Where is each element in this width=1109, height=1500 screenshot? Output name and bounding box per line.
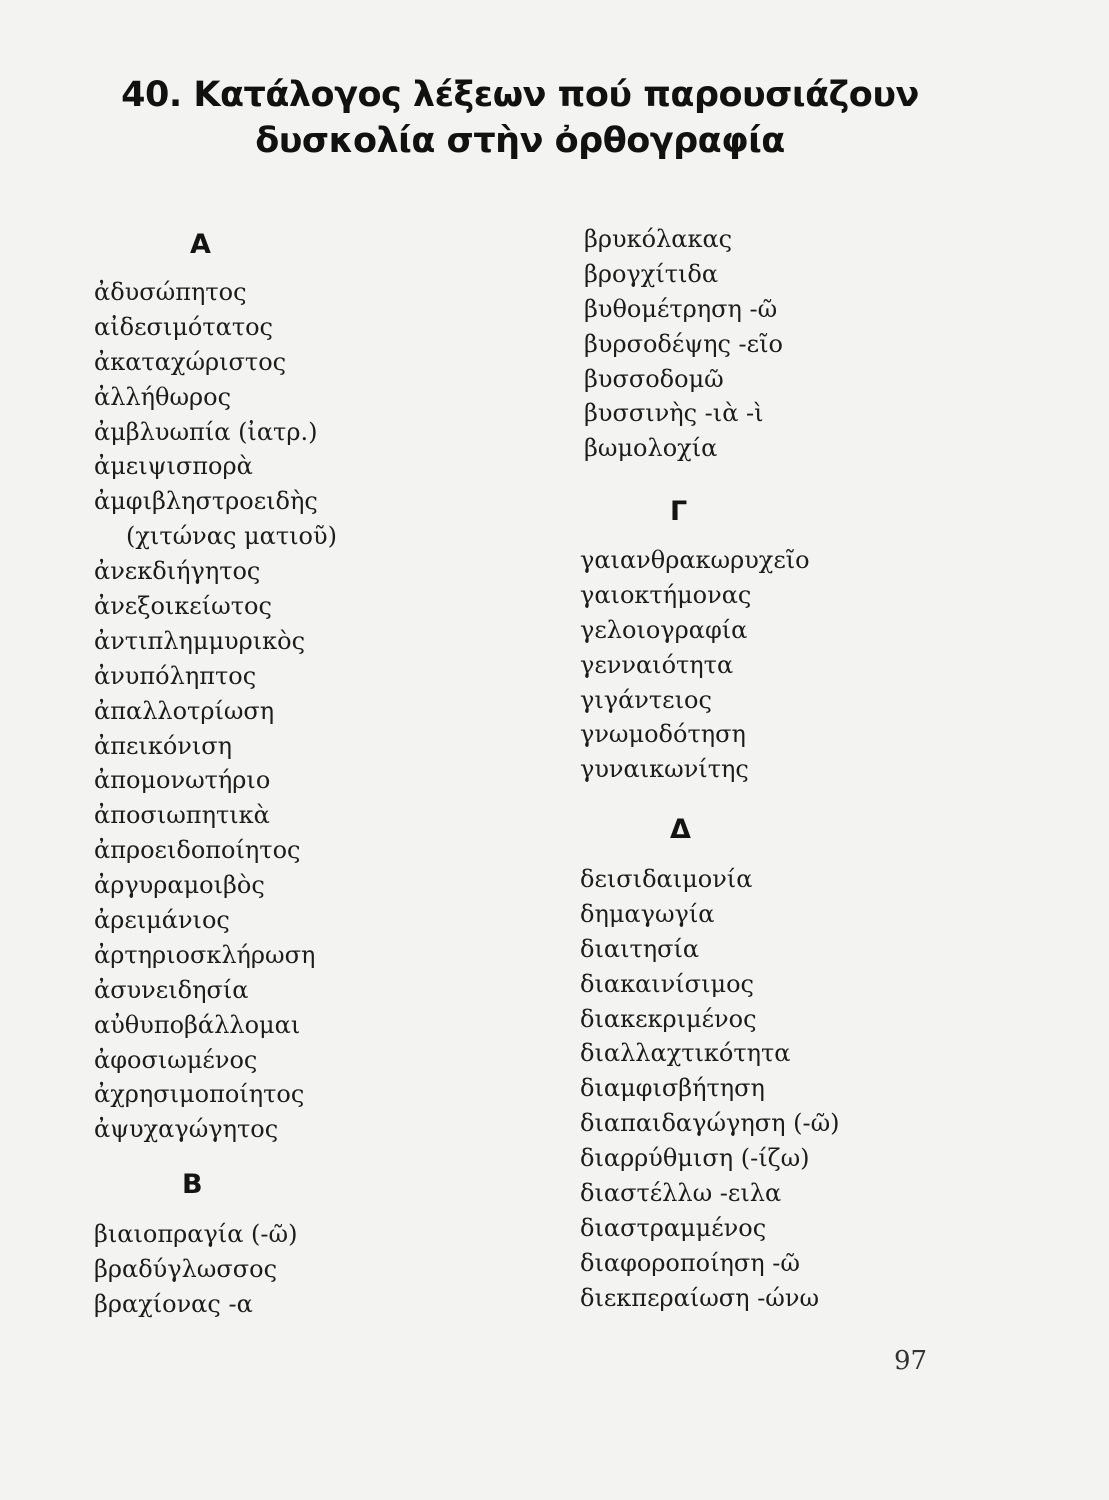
list-item: διεκπεραίωση -ώνω [580,1283,820,1312]
chapter-title [120,72,920,164]
list-item: δεισιδαιμονία [580,865,753,893]
list-item: ἀντιπλημμυρικὸς [94,626,306,655]
list-item: διαμφισβήτηση [580,1074,765,1103]
section-letter-alpha: Α [190,229,211,260]
list-item: διαπαιδαγώγηση (-ῶ) [580,1109,840,1138]
list-item: γαιοκτήμονας [580,580,752,609]
list-item: αἰδεσιμότατος [94,312,273,341]
word-list-beta-right [584,222,783,466]
word-list-beta-left [94,1217,297,1322]
word-list-alpha [94,275,337,1147]
list-item: ἀρτηριοσκλήρωση [94,940,316,969]
list-item: ἀποσιωπητικὰ [94,801,270,830]
list-item: βραδύγλωσσος [94,1254,278,1283]
list-item: διαστέλλω -ειλα [580,1179,782,1208]
section-letter-gamma: Γ [670,496,688,527]
title-line-1: 40. Κατάλογος λέξεων πού παρουσιάζουν [121,75,919,115]
list-item: γνωμοδότηση [580,720,746,749]
list-item: ἀμφιβληστροειδὴς [94,487,318,516]
list-item: βρυκόλακας [584,225,733,253]
list-item: βρογχίτιδα [584,259,719,288]
list-item: βυθομέτρηση -ῶ [584,294,778,323]
list-item: διαστραμμένος [580,1213,767,1242]
list-item: διακεκριμένος [580,1004,757,1033]
page-number: 97 [894,1346,928,1376]
list-item: ἀπαλλοτρίωση [94,696,275,725]
list-item: διαλλαχτικότητα [580,1039,791,1068]
list-item: διαιτησία [580,934,700,963]
list-item: βυρσοδέψης -εῖο [584,329,783,358]
list-item: δημαγωγία [580,899,715,928]
list-item: ἀψυχαγώγητος [94,1115,279,1144]
word-list-gamma [580,543,810,787]
section-letter-delta: Δ [670,814,691,845]
list-item: γελοιογραφία [580,615,748,644]
section-letter-beta: Β [182,1169,203,1200]
list-item: γενναιότητα [580,650,734,679]
list-item: γαιανθρακωρυχεῖο [580,546,810,574]
list-item: ἀδυσώπητος [94,278,247,306]
list-item: διακαινίσιμος [580,969,754,998]
list-item: ἀνεξοικείωτος [94,592,272,621]
list-item: βυσσοδομῶ [584,364,724,393]
list-item: ἀπεικόνιση [94,731,233,760]
list-item: ἀμβλυωπία (ἰατρ.) [94,417,318,446]
list-item: διαρρύθμιση (-ίζω) [580,1144,810,1173]
list-item: γυναικωνίτης [580,755,749,784]
list-item: ἀκαταχώριστος [94,347,287,376]
list-item: ἀλλήθωρος [94,382,232,411]
list-item: βραχίονας -α [94,1289,253,1318]
list-item: ἀνεκδιήγητος [94,557,261,586]
list-item: ἀνυπόληπτος [94,661,257,690]
title-line-2: δυσκολία στὴν ὀρθογραφία [255,121,785,161]
list-item: ἀφοσιωμένος [94,1045,258,1074]
list-item: ἀρειμάνιος [94,906,230,935]
word-list-delta [580,862,840,1316]
list-item: (χιτώνας ματιοῦ) [126,522,337,551]
list-item: διαφοροποίηση -ῶ [580,1248,800,1277]
list-item: ἀχρησιμοποίητος [94,1080,305,1109]
list-item: ἀπομονωτήριο [94,766,271,795]
list-item: βυσσινὴς -ιὰ -ὶ [584,399,764,428]
list-item: ἀπροειδοποίητος [94,836,301,865]
list-item: αὐθυποβάλλομαι [94,1010,301,1039]
list-item: ἀμειψισπορὰ [94,452,253,481]
list-item: βωμολοχία [584,434,718,463]
list-item: ἀσυνειδησία [94,975,249,1004]
list-item: βιαιοπραγία (-ῶ) [94,1220,298,1248]
list-item: ἀργυραμοιβὸς [94,871,265,900]
list-item: γιγάντειος [580,685,712,714]
